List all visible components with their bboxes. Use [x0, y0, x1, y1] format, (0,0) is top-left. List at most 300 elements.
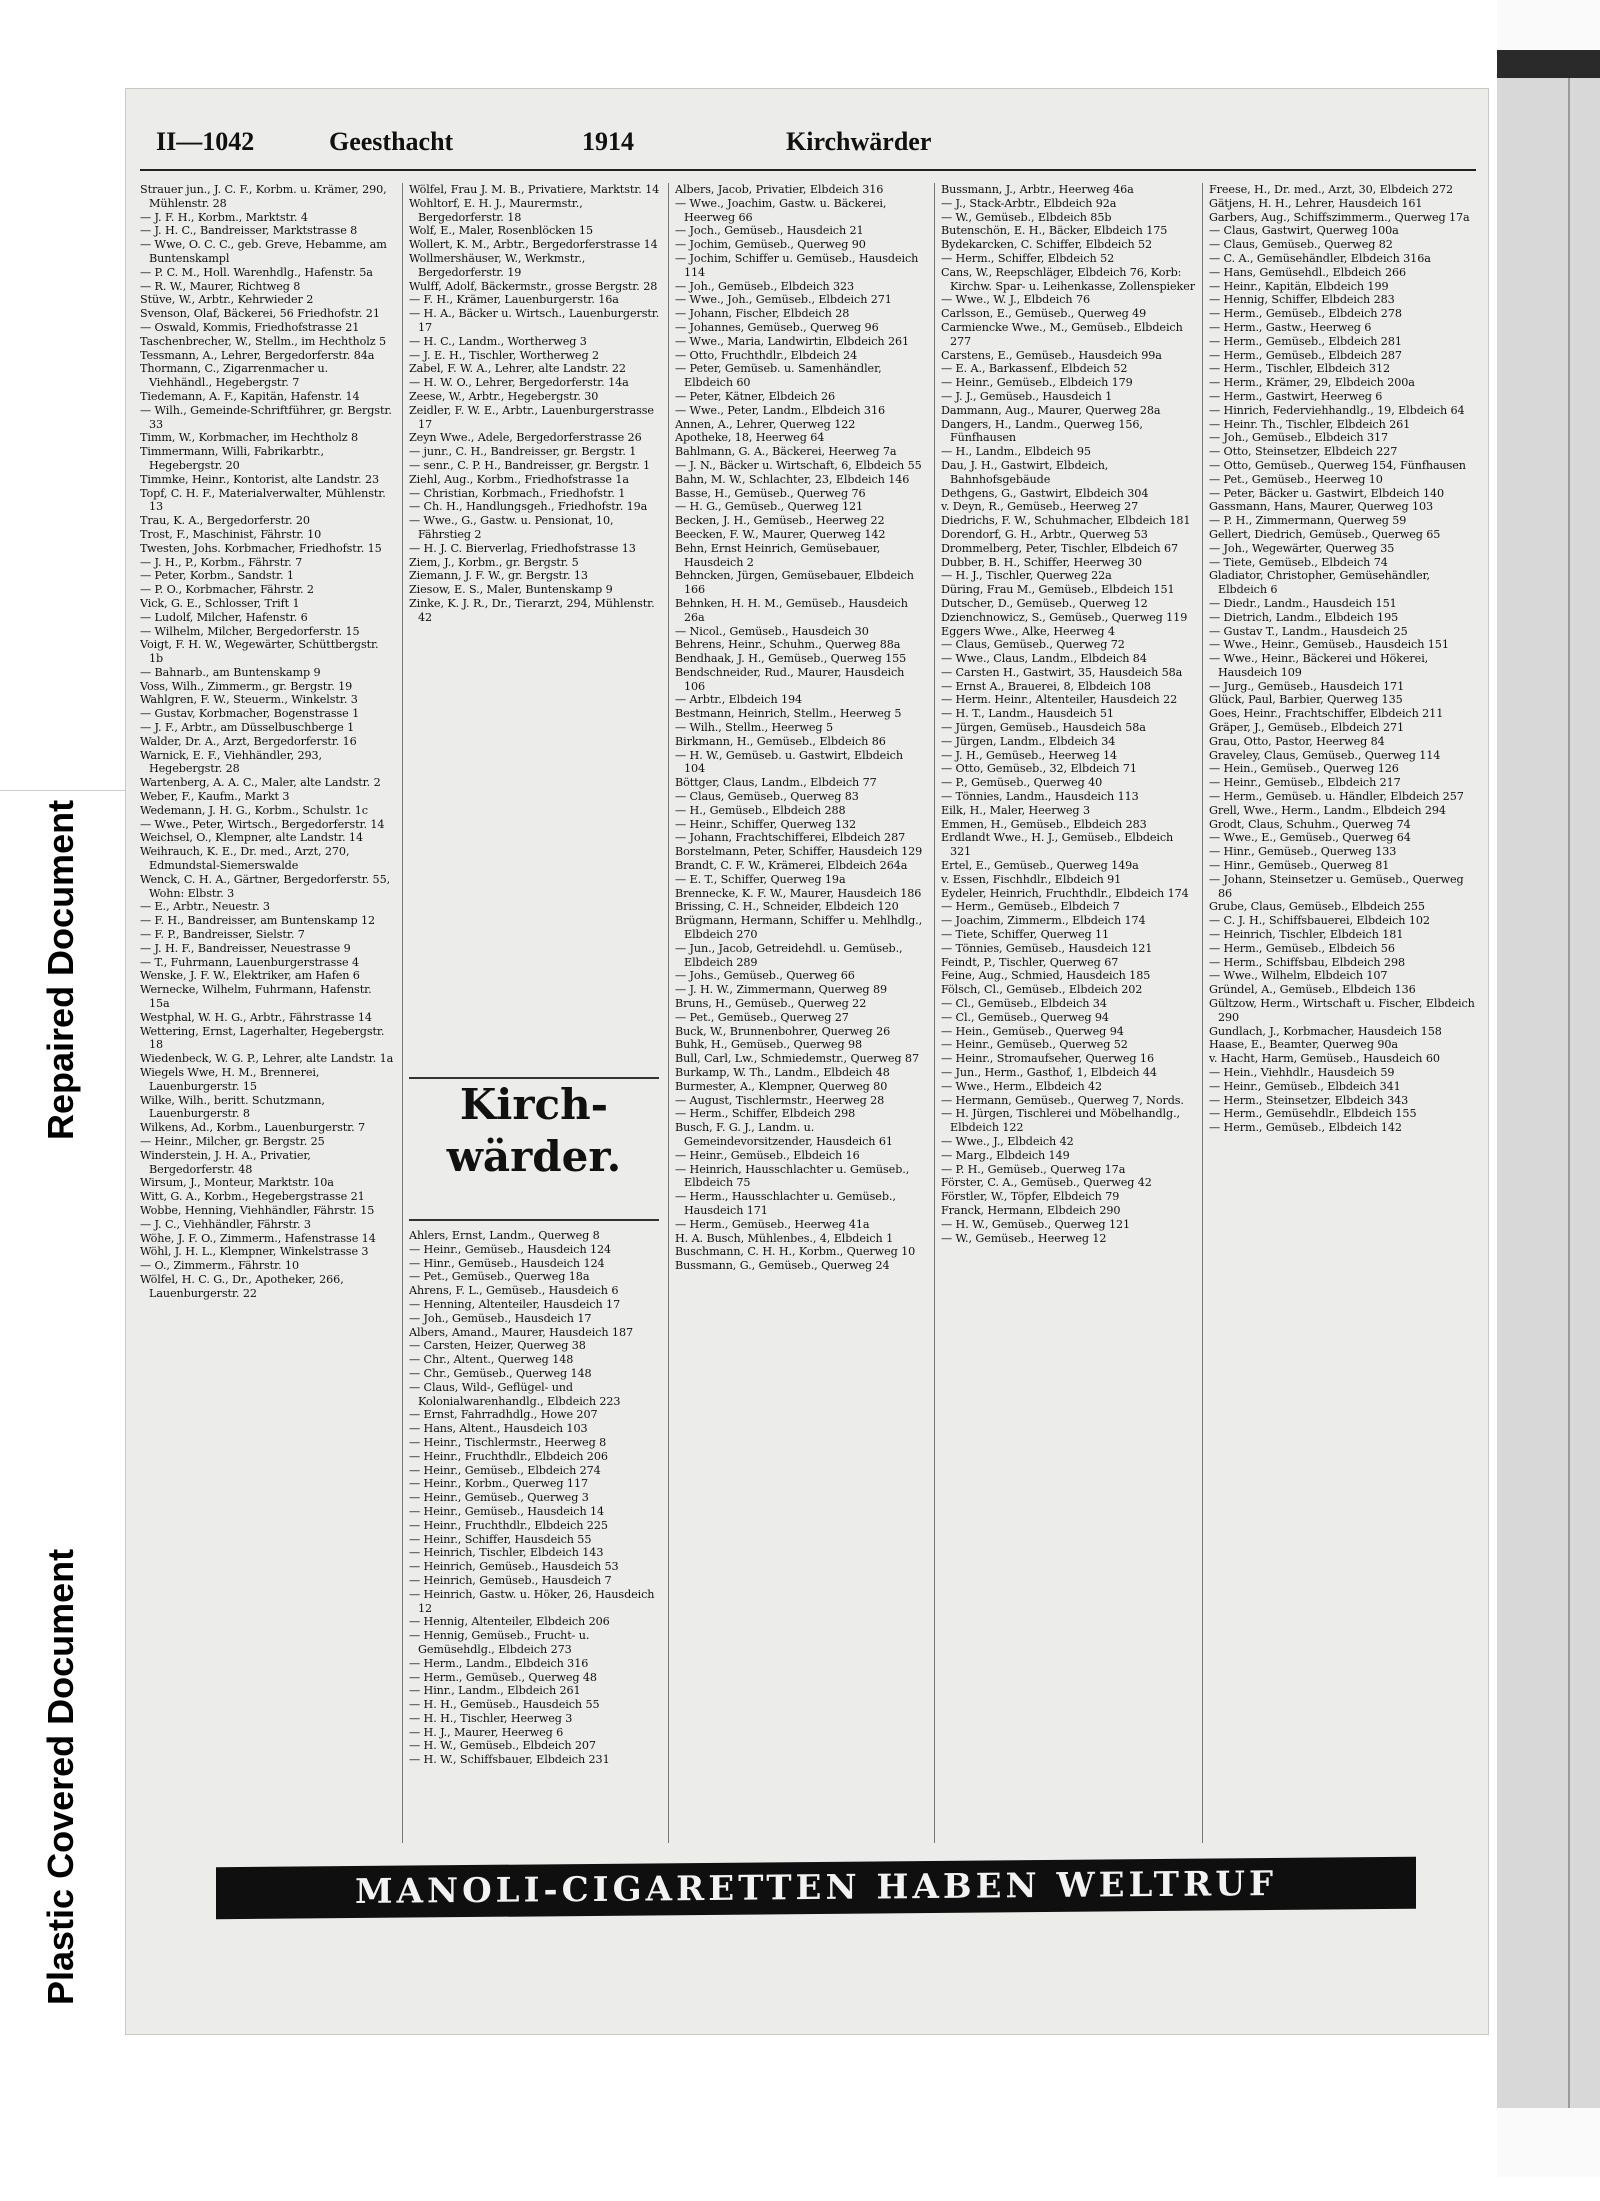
directory-entry: Dammann, Aug., Maurer, Querweg 28a [941, 403, 1161, 417]
directory-entry: — Christian, Korbmach., Friedhofstr. 1 [409, 486, 626, 500]
directory-entry: — F. H., Bandreisser, am Buntenskamp 12 [140, 914, 376, 928]
directory-entry: — Ernst A., Brauerei, 8, Elbdeich 108 [941, 679, 1151, 693]
directory-entry: — Otto, Steinsetzer, Elbdeich 227 [1209, 445, 1398, 459]
directory-entry: Freese, H., Dr. med., Arzt, 30, Elbdeich 272 [1209, 183, 1454, 196]
directory-entry: — Jochim, Gemüseb., Querweg 90 [675, 238, 866, 252]
directory-entry: Dorendorf, G. H., Arbtr., Querweg 53 [941, 527, 1148, 541]
directory-entry: Gültzow, Herm., Wirtschaft u. Fischer, Elbdeich 290 [1209, 997, 1475, 1024]
plastic-covered-label: Plastic Covered Document [40, 1548, 81, 2005]
directory-entry: Düring, Frau M., Gemüseb., Elbdeich 151 [941, 583, 1175, 597]
directory-entry: — H. J., Maurer, Heerweg 6 [409, 1725, 564, 1739]
directory-entry: — Hinr., Gemüseb., Querweg 133 [1209, 845, 1397, 859]
directory-entry: v. Essen, Fischhdlr., Elbdeich 91 [941, 872, 1122, 886]
directory-entry: v. Deyn, R., Gemüseb., Heerweg 27 [941, 500, 1139, 514]
directory-entry: — Henning, Altenteiler, Hausdeich 17 [409, 1297, 621, 1311]
directory-entry: — Peter, Gemüseb. u. Samenhändler, Elbdeich 60 [675, 362, 882, 390]
directory-entry: — Bahnarb., am Buntenskamp 9 [140, 665, 321, 679]
directory-entry: — Herm., Gemüseb., Elbdeich 142 [1209, 1121, 1402, 1135]
directory-entry: — H. W. O., Lehrer, Bergedorferstr. 14a [409, 376, 629, 390]
directory-entry: — Herm., Landm., Elbdeich 316 [409, 1656, 589, 1670]
directory-entry: — H. W., Gemüseb. u. Gastwirt, Elbdeich 104 [675, 748, 903, 776]
directory-entry: — Marg., Elbdeich 149 [941, 1148, 1070, 1162]
directory-entry: Gassmann, Hans, Maurer, Querweg 103 [1209, 500, 1434, 514]
directory-entry: — Dietrich, Landm., Elbdeich 195 [1209, 610, 1399, 624]
directory-entry: — H. T., Landm., Hausdeich 51 [941, 707, 1114, 721]
directory-entry: — Wwe., G., Gastw. u. Pensionat, 10, Fährstieg 2 [409, 514, 614, 541]
directory-entry: Trau, K. A., Bergedorferstr. 20 [140, 514, 310, 528]
directory-entry: — Herm. Heinr., Altenteiler, Hausdeich 22 [941, 693, 1178, 707]
column-divider [668, 183, 669, 1843]
directory-entry: Annen, A., Lehrer, Querweg 122 [675, 417, 856, 431]
directory-entry: — senr., C. P. H., Bandreisser, gr. Bergstr. 1 [409, 458, 651, 472]
directory-entry: — Heinr., Gemüseb., Querweg 3 [409, 1491, 589, 1505]
directory-entry: — Wwe., Maria, Landwirtin, Elbdeich 261 [675, 334, 910, 348]
directory-entry: — P., Gemüseb., Querweg 40 [941, 776, 1103, 790]
directory-entry: Gellert, Diedrich, Gemüseb., Querweg 65 [1209, 527, 1441, 541]
directory-entry: — Herm., Gemüseb., Elbdeich 287 [1209, 348, 1402, 362]
directory-entry: Wolf, E., Maler, Rosenblöcken 15 [409, 224, 593, 238]
directory-entry: — Tönnies, Landm., Hausdeich 113 [941, 790, 1139, 804]
directory-entry: Ziehl, Aug., Korbm., Friedhofstrasse 1a [409, 472, 629, 486]
directory-entry: — Hennig, Schiffer, Elbdeich 283 [1209, 293, 1395, 307]
directory-entry: — Wwe., Heinr., Gemüseb., Hausdeich 151 [1209, 638, 1449, 652]
directory-entry: — Heinr. Th., Tischler, Elbdeich 261 [1209, 417, 1411, 431]
directory-entry: Buhk, H., Gemüseb., Querweg 98 [675, 1038, 863, 1052]
directory-entry: — Wilh., Gemeinde-Schriftführer, gr. Bergstr. 33 [140, 403, 392, 431]
directory-entry: Dzienchnowicz, S., Gemüseb., Querweg 119 [941, 610, 1188, 624]
directory-entry: — Herm., Gemüseb., Querweg 48 [409, 1670, 597, 1684]
directory-entry: Grau, Otto, Pastor, Heerweg 84 [1209, 734, 1385, 748]
directory-entry: Gundlach, J., Korbmacher, Hausdeich 158 [1209, 1024, 1442, 1038]
town-name: Geesthacht [329, 127, 454, 156]
directory-entry: Tiedemann, A. F., Kapitän, Hafenstr. 14 [140, 389, 360, 403]
directory-entry: Eggers Wwe., Alke, Heerweg 4 [941, 624, 1115, 638]
directory-entry: Wirsum, J., Monteur, Marktstr. 10a [140, 1176, 334, 1190]
directory-entry: Feindt, P., Tischler, Querweg 67 [941, 955, 1119, 969]
directory-entry: — Heinr., Gemüseb., Querweg 52 [941, 1038, 1128, 1052]
directory-entry: v. Hacht, Harm, Gemüseb., Hausdeich 60 [1209, 1052, 1440, 1066]
directory-entry: Zeidler, F. W. E., Arbtr., Lauenburgerstrasse 17 [409, 403, 654, 431]
directory-entry: — Joachim, Zimmerm., Elbdeich 174 [941, 914, 1146, 928]
section-heading-line2: wärder. [446, 1132, 622, 1181]
directory-entry: Topf, C. H. F., Materialverwalter, Mühlenstr. 13 [140, 486, 386, 514]
directory-entry: Wöhl, J. H. L., Klempner, Winkelstrasse 3 [140, 1245, 369, 1259]
directory-entry: Förster, C. A., Gemüseb., Querweg 42 [941, 1176, 1152, 1190]
directory-entry: — Heinr., Gemüseb., Elbdeich 341 [1209, 1079, 1401, 1093]
directory-entry: Gätjens, H. H., Lehrer, Hausdeich 161 [1209, 196, 1423, 210]
directory-entry: Zinke, K. J. R., Dr., Tierarzt, 294, Mühlenstr. 42 [409, 596, 655, 624]
directory-entry: — Hinr., Gemüseb., Querweg 81 [1209, 859, 1390, 873]
directory-entry: — Arbtr., Elbdeich 194 [675, 693, 803, 707]
directory-entry: — Claus, Gemüseb., Querweg 83 [675, 790, 859, 804]
directory-entry: Behnken, H. H. M., Gemüseb., Hausdeich 26a [675, 596, 908, 624]
directory-entry: Buck, W., Brunnenbohrer, Querweg 26 [675, 1024, 891, 1038]
directory-entry: — Herm., Gemüseb., Elbdeich 281 [1209, 334, 1402, 348]
section-heading-line1: Kirch- [459, 1080, 609, 1129]
directory-entry: Ahlers, Ernst, Landm., Querweg 8 [409, 1229, 600, 1242]
directory-entry: — P. H., Gemüseb., Querweg 17a [941, 1162, 1126, 1176]
directory-entry: — Heinrich, Gastw. u. Höker, 26, Hausdeich 12 [409, 1587, 655, 1615]
directory-entry: — F. P., Bandreisser, Sielstr. 7 [140, 928, 305, 942]
directory-entry: — H. W., Gemüseb., Elbdeich 207 [409, 1739, 596, 1753]
directory-entry: — Herm., Gastwirt, Heerweg 6 [1209, 389, 1383, 403]
directory-entry: — Ch. H., Handlungsgeh., Friedhofstr. 19a [409, 500, 648, 514]
directory-entry: Wedemann, J. H. G., Korbm., Schulstr. 1c [140, 803, 368, 817]
directory-entry: Wernecke, Wilhelm, Fuhrmann, Hafenstr. 15a [140, 983, 372, 1011]
binding-edge-dark [1497, 50, 1600, 78]
directory-entry: — August, Tischlermstr., Heerweg 28 [675, 1093, 885, 1107]
directory-entry: Weichsel, O., Klempner, alte Landstr. 14 [140, 831, 363, 845]
directory-entry: — Claus, Gemüseb., Querweg 82 [1209, 238, 1393, 252]
directory-entry: Ziem, J., Korbm., gr. Bergstr. 5 [409, 555, 579, 569]
directory-entry: — Wwe., Joachim, Gastw. u. Bäckerei, Heerweg 66 [675, 196, 887, 224]
directory-entry: Bull, Carl, Lw., Schmiedemstr., Querweg 87 [675, 1052, 919, 1066]
directory-entry: — Hans, Gemüsehdl., Elbdeich 266 [1209, 265, 1407, 279]
directory-entry: Butenschön, E. H., Bäcker, Elbdeich 175 [941, 224, 1168, 238]
header-rule [140, 169, 1476, 171]
directory-entry: Busch, F. G. J., Landm. u. Gemeindevorsitzender, Hausdeich 61 [675, 1121, 893, 1148]
directory-entry: — W., Gemüseb., Elbdeich 85b [941, 210, 1112, 224]
directory-entry: Haase, E., Beamter, Querweg 90a [1209, 1038, 1398, 1052]
directory-entry: Eydeler, Heinrich, Fruchthdlr., Elbdeich 174 [941, 886, 1189, 900]
directory-entry: — J. H., Gemüseb., Heerweg 14 [941, 748, 1118, 762]
section-heading [409, 1077, 659, 1221]
directory-entry: — Jochim, Schiffer u. Gemüseb., Hausdeich 114 [675, 251, 919, 279]
directory-entry: — Heinr., Fruchthdlr., Elbdeich 206 [409, 1449, 608, 1463]
directory-entry: Dethgens, G., Gastwirt, Elbdeich 304 [941, 486, 1149, 500]
directory-entry: Ertel, E., Gemüseb., Querweg 149a [941, 859, 1139, 873]
directory-entry: — Cl., Gemüseb., Querweg 94 [941, 1010, 1109, 1024]
directory-entry: Wollmershäuser, W., Werkmstr., Bergedorferstr. 19 [409, 251, 586, 279]
column-divider [402, 183, 403, 1843]
directory-entry: Dubber, B. H., Schiffer, Heerweg 30 [941, 555, 1142, 569]
directory-entry: Timmke, Heinr., Kontorist, alte Landstr. 23 [140, 472, 380, 486]
directory-entry: Zabel, F. W. A., Lehrer, alte Landstr. 22 [409, 362, 626, 376]
directory-entry: Witt, G. A., Korbm., Hegebergstrasse 21 [140, 1190, 365, 1204]
section-name: Kirchwärder [786, 127, 932, 156]
directory-entry: — Heinr., Kapitän, Elbdeich 199 [1209, 279, 1389, 293]
directory-entry: Goes, Heinr., Frachtschiffer, Elbdeich 211 [1209, 707, 1444, 721]
directory-entry: Strauer jun., J. C. F., Korbm. u. Krämer, 290, Mühlenstr. 28 [140, 183, 387, 210]
directory-entry: Wöhe, J. F. O., Zimmerm., Hafenstrasse 14 [140, 1231, 376, 1245]
directory-entry: Apotheke, 18, Heerweg 64 [675, 431, 825, 445]
directory-entry: — Joh., Wegewärter, Querweg 35 [1209, 541, 1395, 555]
directory-entry: — Pet., Gemüseb., Querweg 18a [409, 1270, 590, 1284]
directory-entry: — Tiete, Gemüseb., Elbdeich 74 [1209, 555, 1388, 569]
directory-entry: — Hinr., Landm., Elbdeich 261 [409, 1684, 581, 1698]
directory-entry: Stüve, W., Arbtr., Kehrwieder 2 [140, 293, 314, 307]
repaired-document-label: Repaired Document [40, 799, 81, 1140]
directory-entry: Beecken, F. W., Maurer, Querweg 142 [675, 527, 886, 541]
directory-entry: — Wwe., Peter, Wirtsch., Bergedorferstr. 14 [140, 817, 385, 831]
directory-entry: — Hans, Altent., Hausdeich 103 [409, 1422, 588, 1436]
directory-entry: Burmester, A., Klempner, Querweg 80 [675, 1079, 888, 1093]
directory-entry: — Oswald, Kommis, Friedhofstrasse 21 [140, 320, 360, 334]
directory-entry: Carmiencke Wwe., M., Gemüseb., Elbdeich 277 [941, 320, 1183, 348]
directory-entry: — Hein., Gemüseb., Querweg 94 [941, 1024, 1124, 1038]
column-divider [1202, 183, 1203, 1843]
directory-entry: Twesten, Johs. Korbmacher, Friedhofstr. 15 [140, 541, 382, 555]
directory-entry: Gründel, A., Gemüseb., Elbdeich 136 [1209, 983, 1416, 997]
directory-entry: Bendschneider, Rud., Maurer, Hausdeich 106 [675, 665, 905, 693]
directory-entry: — Herm., Tischler, Elbdeich 312 [1209, 362, 1390, 376]
directory-entry: — Carsten, Heizer, Querweg 38 [409, 1339, 586, 1353]
directory-entry: — Heinrich, Tischler, Elbdeich 181 [1209, 928, 1404, 942]
directory-entry: Albers, Amand., Maurer, Hausdeich 187 [409, 1325, 633, 1339]
binding-line [1568, 78, 1570, 2108]
directory-entry: Bussmann, J., Arbtr., Heerweg 46a [941, 183, 1134, 196]
directory-entry: Winderstein, J. H. A., Privatier, Bergedorferstr. 48 [140, 1148, 311, 1176]
directory-entry: Wilkens, Ad., Korbm., Lauenburgerstr. 7 [140, 1121, 366, 1135]
directory-entry: Buschmann, C. H. H., Korbm., Querweg 10 [675, 1245, 916, 1259]
directory-entry: — Heinrich, Hausschlachter u. Gemüseb., Elbdeich 75 [675, 1162, 910, 1190]
directory-entry: Grube, Claus, Gemüseb., Elbdeich 255 [1209, 900, 1425, 914]
directory-entry: Franck, Hermann, Elbdeich 290 [941, 1203, 1121, 1217]
directory-entry: — H. J., Tischler, Querweg 22a [941, 569, 1112, 583]
directory-entry: Garbers, Aug., Schiffszimmerm., Querweg 17a [1209, 210, 1470, 224]
directory-entry: — Wwe., E., Gemüseb., Querweg 64 [1209, 831, 1411, 845]
directory-entry: — Wwe., Heinr., Bäckerei und Hökerei, Hausdeich 109 [1209, 652, 1429, 679]
directory-entry: Walder, Dr. A., Arzt, Bergedorferstr. 16 [140, 734, 357, 748]
directory-entry: Dangers, H., Landm., Querweg 156, Fünfhausen [941, 417, 1143, 445]
directory-entry: Trost, F., Maschinist, Fährstr. 10 [140, 527, 322, 541]
directory-entry: — H. J. C. Bierverlag, Friedhofstrasse 13 [409, 541, 636, 555]
directory-entry: — J. C., Viehhändler, Fährstr. 3 [140, 1217, 311, 1231]
directory-entry: Bahn, M. W., Schlachter, 23, Elbdeich 146 [675, 472, 910, 486]
directory-entry: Erdlandt Wwe., H. J., Gemüseb., Elbdeich 321 [941, 831, 1174, 859]
directory-entry: Burkamp, W. Th., Landm., Elbdeich 48 [675, 1066, 890, 1079]
directory-entry: Becken, J. H., Gemüseb., Heerweg 22 [675, 514, 885, 528]
directory-entry: — C. J. H., Schiffsbauerei, Elbdeich 102 [1209, 914, 1430, 928]
directory-entry: — Heinr., Schiffer, Hausdeich 55 [409, 1532, 592, 1546]
directory-entry: — J. E. H., Tischler, Wortherweg 2 [409, 348, 599, 362]
directory-entry: — Claus, Wild-, Geflügel- und Kolonialwarenhandlg., Elbdeich 223 [409, 1380, 621, 1408]
directory-entry: — Wwe., Wilhelm, Elbdeich 107 [1209, 969, 1388, 983]
directory-entry: Wölfel, H. C. G., Dr., Apotheker, 266, Lauenburgerstr. 22 [140, 1272, 344, 1300]
directory-entry: Wulff, Adolf, Bäckermstr., grosse Bergstr. 28 [409, 279, 658, 293]
directory-entry: Bussmann, G., Gemüseb., Querweg 24 [675, 1259, 890, 1273]
directory-entry: — Heinrich, Tischler, Elbdeich 143 [409, 1546, 604, 1560]
directory-entry: — Jürgen, Gemüseb., Hausdeich 58a [941, 721, 1146, 735]
directory-entry: — Ernst, Fahrradhdlg., Howe 207 [409, 1408, 598, 1422]
page-number: II—1042 [156, 127, 255, 156]
directory-entry: — H., Landm., Elbdeich 95 [941, 445, 1091, 459]
directory-entry: — Otto, Gemüseb., Querweg 154, Fünfhausen [1209, 458, 1466, 472]
directory-entry: — H. Jürgen, Tischlerei und Möbelhandlg., Elbdeich 122 [941, 1107, 1180, 1135]
directory-entry: Drommelberg, Peter, Tischler, Elbdeich 67 [941, 541, 1178, 555]
directory-entry: Svenson, Olaf, Bäckerei, 56 Friedhofstr. 21 [140, 307, 380, 321]
directory-entry: — Cl., Gemüseb., Elbdeich 34 [941, 997, 1107, 1011]
directory-entry: — Herm., Gemüseb., Elbdeich 278 [1209, 307, 1402, 321]
directory-entry: — Heinrich, Gemüseb., Hausdeich 7 [409, 1573, 612, 1587]
directory-entry: — O., Zimmerm., Fährstr. 10 [140, 1259, 299, 1273]
directory-entry: — H. C., Landm., Wortherweg 3 [409, 334, 587, 348]
directory-entry: Dutscher, D., Gemüseb., Querweg 12 [941, 596, 1148, 610]
directory-entry: Wölfel, Frau J. M. B., Privatiere, Marktstr. 14 [409, 183, 660, 196]
directory-entry: — P. C. M., Holl. Warenhdlg., Hafenstr. 5a [140, 265, 373, 279]
directory-entry: — Herm., Schiffer, Elbdeich 52 [941, 251, 1115, 265]
directory-entry: — Wwe., J., Elbdeich 42 [941, 1134, 1074, 1148]
directory-entry: — Tiete, Schiffer, Querweg 11 [941, 928, 1110, 942]
column-2-continued [409, 1229, 661, 1843]
directory-entry: — Jun., Jacob, Getreidehdl. u. Gemüseb., Elbdeich 289 [675, 941, 903, 969]
directory-entry: — Carsten H., Gastwirt, 35, Hausdeich 58a [941, 665, 1183, 679]
directory-entry: Tessmann, A., Lehrer, Bergedorferstr. 84a [140, 348, 375, 362]
directory-entry: — Herm., Schiffsbau, Elbdeich 298 [1209, 955, 1405, 969]
directory-entry: — Heinr., Korbm., Querweg 117 [409, 1477, 588, 1491]
directory-entry: — Otto, Fruchthdlr., Elbdeich 24 [675, 348, 858, 362]
directory-entry: Voigt, F. H. W., Wegewärter, Schüttbergstr. 1b [140, 638, 379, 666]
directory-entry: — Heinr., Gemüseb., Hausdeich 14 [409, 1504, 605, 1518]
directory-entry: — Peter, Korbm., Sandstr. 1 [140, 569, 294, 583]
directory-entry: Bestmann, Heinrich, Stellm., Heerweg 5 [675, 707, 902, 721]
directory-entry: — Johs., Gemüseb., Querweg 66 [675, 969, 855, 983]
directory-entry: — Joh., Gemüseb., Elbdeich 317 [1209, 431, 1389, 445]
directory-entry: Bruns, H., Gemüseb., Querweg 22 [675, 997, 867, 1011]
directory-entry: — Jürgen, Landm., Elbdeich 34 [941, 734, 1116, 748]
column-divider [934, 183, 935, 1843]
directory-entry: — Johann, Steinsetzer u. Gemüseb., Querweg 86 [1209, 872, 1464, 900]
directory-entry: Böttger, Claus, Landm., Elbdeich 77 [675, 776, 877, 790]
directory-entry: — J. H., P., Korbm., Fährstr. 7 [140, 555, 303, 569]
directory-entry: — E. T., Schiffer, Querweg 19a [675, 872, 846, 886]
directory-entry: — Johann, Fischer, Elbdeich 28 [675, 307, 850, 321]
directory-entry: Wahlgren, F. W., Steuerm., Winkelstr. 3 [140, 693, 358, 707]
directory-entry: — J. N., Bäcker u. Wirtschaft, 6, Elbdeich 55 [675, 458, 922, 472]
directory-entry: — Joch., Gemüseb., Hausdeich 21 [675, 224, 864, 238]
directory-entry: Voss, Wilh., Zimmerm., gr. Bergstr. 19 [140, 679, 353, 693]
directory-entry: — Herm., Gemüsehdlr., Elbdeich 155 [1209, 1107, 1417, 1121]
directory-entry: — Hennig, Altenteiler, Elbdeich 206 [409, 1615, 610, 1629]
directory-entry: Gladiator, Christopher, Gemüsehändler, Elbdeich 6 [1209, 569, 1430, 597]
column-1 [140, 183, 394, 1843]
directory-entry: — Ludolf, Milcher, Hafenstr. 6 [140, 610, 308, 624]
directory-entry: Wilke, Wilh., beritt. Schutzmann, Lauenburgerstr. 8 [140, 1093, 325, 1121]
directory-entry: Graveley, Claus, Gemüseb., Querweg 114 [1209, 748, 1441, 762]
directory-entry: Wartenberg, A. A. C., Maler, alte Landstr. 2 [140, 776, 381, 790]
directory-entry: — P. O., Korbmacher, Fährstr. 2 [140, 583, 314, 597]
directory-entry: — Heinr., Tischlermstr., Heerweg 8 [409, 1435, 607, 1449]
directory-entry: Wiedenbeck, W. G. P., Lehrer, alte Landstr. 1a [140, 1052, 394, 1066]
directory-entry: — Wwe., Herm., Elbdeich 42 [941, 1079, 1103, 1093]
directory-entry: — Otto, Gemüseb., 32, Elbdeich 71 [941, 762, 1137, 776]
directory-entry: Grell, Wwe., Herm., Landm., Elbdeich 294 [1209, 803, 1446, 817]
directory-entry: — Joh., Gemüseb., Hausdeich 17 [409, 1311, 592, 1325]
directory-entry: Wenske, J. F. W., Elektriker, am Hafen 6 [140, 969, 360, 983]
directory-entry: — Johannes, Gemüseb., Querweg 96 [675, 320, 879, 334]
directory-entry: Behncken, Jürgen, Gemüsebauer, Elbdeich 166 [675, 569, 914, 597]
directory-entry: — E. A., Barkassenf., Elbdeich 52 [941, 362, 1128, 376]
directory-entry: Albers, Jacob, Privatier, Elbdeich 316 [675, 183, 884, 196]
directory-entry: Timm, W., Korbmacher, im Hechtholz 8 [140, 431, 359, 445]
directory-entry: — Hinr., Gemüseb., Hausdeich 124 [409, 1256, 605, 1270]
directory-entry: — Hermann, Gemüseb., Querweg 7, Nords. [941, 1093, 1184, 1107]
directory-entry: Brennecke, K. F. W., Maurer, Hausdeich 186 [675, 886, 922, 900]
directory-entry: Glück, Paul, Barbier, Querweg 135 [1209, 693, 1403, 707]
directory-entry: Ziemann, J. F. W., gr. Bergstr. 13 [409, 569, 588, 583]
directory-entry: — Herm., Gemüseb., Elbdeich 7 [941, 900, 1120, 914]
directory-entry: Brissing, C. H., Schneider, Elbdeich 120 [675, 900, 899, 914]
directory-entry: Ziesow, E. S., Maler, Buntenskamp 9 [409, 583, 613, 597]
directory-entry: — J. H. C., Bandreisser, Marktstrasse 8 [140, 224, 358, 238]
advertisement-banner: MANOLI-CIGARETTEN HABEN WELTRUF [216, 1857, 1416, 1919]
directory-entry: — Heinr., Gemüseb., Elbdeich 179 [941, 376, 1133, 390]
directory-entry: — P. H., Zimmermann, Querweg 59 [1209, 514, 1407, 528]
directory-entry: — Diedr., Landm., Hausdeich 151 [1209, 596, 1397, 610]
directory-entry: Fölsch, Cl., Gemüseb., Elbdeich 202 [941, 983, 1143, 997]
directory-entry: Diedrichs, F. W., Schuhmacher, Elbdeich 181 [941, 514, 1191, 528]
directory-entry: — J. J., Gemüseb., Hausdeich 1 [941, 389, 1113, 403]
directory-entry: — J. F. H., Korbm., Marktstr. 4 [140, 210, 308, 224]
directory-entry: — Gustav T., Landm., Hausdeich 25 [1209, 624, 1408, 638]
directory-entry: Grodt, Claus, Schuhm., Querweg 74 [1209, 817, 1411, 831]
directory-entry: — Chr., Altent., Querweg 148 [409, 1353, 574, 1367]
directory-entry: — J. F., Arbtr., am Düsselbuschberge 1 [140, 721, 355, 735]
directory-entry: Eilk, H., Maler, Heerweg 3 [941, 803, 1090, 817]
directory-entry: — F. H., Krämer, Lauenburgerstr. 16a [409, 293, 619, 307]
directory-entry: — R. W., Maurer, Richtweg 8 [140, 279, 301, 293]
directory-entry: — Wwe., Peter, Landm., Elbdeich 316 [675, 403, 885, 417]
directory-entry: Förstler, W., Töpfer, Elbdeich 79 [941, 1190, 1120, 1204]
directory-entry: — C. A., Gemüsehändler, Elbdeich 316a [1209, 251, 1431, 265]
directory-entry: — H. W., Gemüseb., Querweg 121 [941, 1217, 1130, 1231]
directory-entry: Cans, W., Reepschläger, Elbdeich 76, Korb: Kirchw. Spar- u. Leihenkasse, Zollenspieker [941, 265, 1195, 293]
directory-entry: Carstens, E., Gemüseb., Hausdeich 99a [941, 348, 1162, 362]
directory-entry: — Herm., Gemüseb. u. Händler, Elbdeich 257 [1209, 790, 1464, 804]
directory-entry: Basse, H., Gemüseb., Querweg 76 [675, 486, 866, 500]
directory-entry: — H. W., Schiffsbauer, Elbdeich 231 [409, 1753, 610, 1767]
directory-entry: — H. G., Gemüseb., Querweg 121 [675, 500, 863, 514]
directory-entry: Zeese, W., Arbtr., Hegebergstr. 30 [409, 389, 599, 403]
directory-entry: — Claus, Gemüseb., Querweg 72 [941, 638, 1125, 652]
directory-entry: — Wilhelm, Milcher, Bergedorferstr. 15 [140, 624, 360, 638]
directory-entry: Behn, Ernst Heinrich, Gemüsebauer, Hausdeich 2 [675, 541, 881, 569]
directory-entry: Wollert, K. M., Arbtr., Bergedorferstrasse 14 [409, 238, 658, 252]
directory-entry: — Herm., Gemüseb., Heerweg 41a [675, 1217, 870, 1231]
directory-entry: — Nicol., Gemüseb., Hausdeich 30 [675, 624, 869, 638]
directory-entry: Wenck, C. H. A., Gärtner, Bergedorferstr. 55, Wohn: Elbstr. 3 [140, 872, 391, 900]
directory-entry: — H. H., Tischler, Heerweg 3 [409, 1711, 573, 1725]
directory-entry: — Wwe., Joh., Gemüseb., Elbdeich 271 [675, 293, 892, 307]
directory-entry: — Heinr., Gemüseb., Elbdeich 217 [1209, 776, 1401, 790]
directory-page [125, 88, 1489, 2035]
directory-entry: — W., Gemüseb., Heerweg 12 [941, 1231, 1107, 1245]
directory-entry: Timmermann, Willi, Fabrikarbtr., Hegebergstr. 20 [140, 445, 324, 472]
directory-entry: Zeyn Wwe., Adele, Bergedorferstrasse 26 [409, 431, 642, 445]
directory-entry: — Hinrich, Federviehhandlg., 19, Elbdeich 64 [1209, 403, 1465, 417]
directory-entry: — Wwe, O. C. C., geb. Greve, Hebamme, am Buntenskampl [140, 238, 387, 265]
directory-entry: Behrens, Heinr., Schuhm., Querweg 88a [675, 638, 901, 652]
directory-entry: Wettering, Ernst, Lagerhalter, Hegebergstr. 18 [140, 1024, 385, 1052]
directory-entry: — Tönnies, Gemüseb., Hausdeich 121 [941, 941, 1153, 955]
column-4 [941, 183, 1195, 1843]
directory-entry: Emmen, H., Gemüseb., Elbdeich 283 [941, 817, 1147, 831]
directory-entry: — Hein., Viehhdlr., Hausdeich 59 [1209, 1066, 1395, 1079]
directory-entry: — Heinr., Stromaufseher, Querweg 16 [941, 1052, 1154, 1066]
directory-entry: — Peter, Kätner, Elbdeich 26 [675, 389, 836, 403]
directory-entry: Brandt, C. F. W., Krämerei, Elbdeich 264a [675, 859, 908, 873]
directory-entry: Warnick, E. F., Viehhändler, 293, Hegebergstr. 28 [140, 748, 323, 776]
directory-entry: Westphal, W. H. G., Arbtr., Fährstrasse 14 [140, 1010, 372, 1024]
directory-entry: — J., Stack-Arbtr., Elbdeich 92a [941, 196, 1117, 210]
directory-entry: — Jun., Herm., Gasthof, 1, Elbdeich 44 [941, 1066, 1157, 1079]
directory-entry: Dau, J. H., Gastwirt, Elbdeich, Bahnhofsgebäude [941, 458, 1109, 486]
directory-entry: — Herm., Gastw., Heerweg 6 [1209, 320, 1372, 334]
directory-entry: Weihrauch, K. E., Dr. med., Arzt, 270, Edmundstal-Siemerswalde [140, 845, 350, 873]
directory-entry: — Herm., Steinsetzer, Elbdeich 343 [1209, 1093, 1409, 1107]
directory-entry: — Wwe., W. J., Elbdeich 76 [941, 293, 1090, 307]
column-5 [1209, 183, 1475, 1843]
